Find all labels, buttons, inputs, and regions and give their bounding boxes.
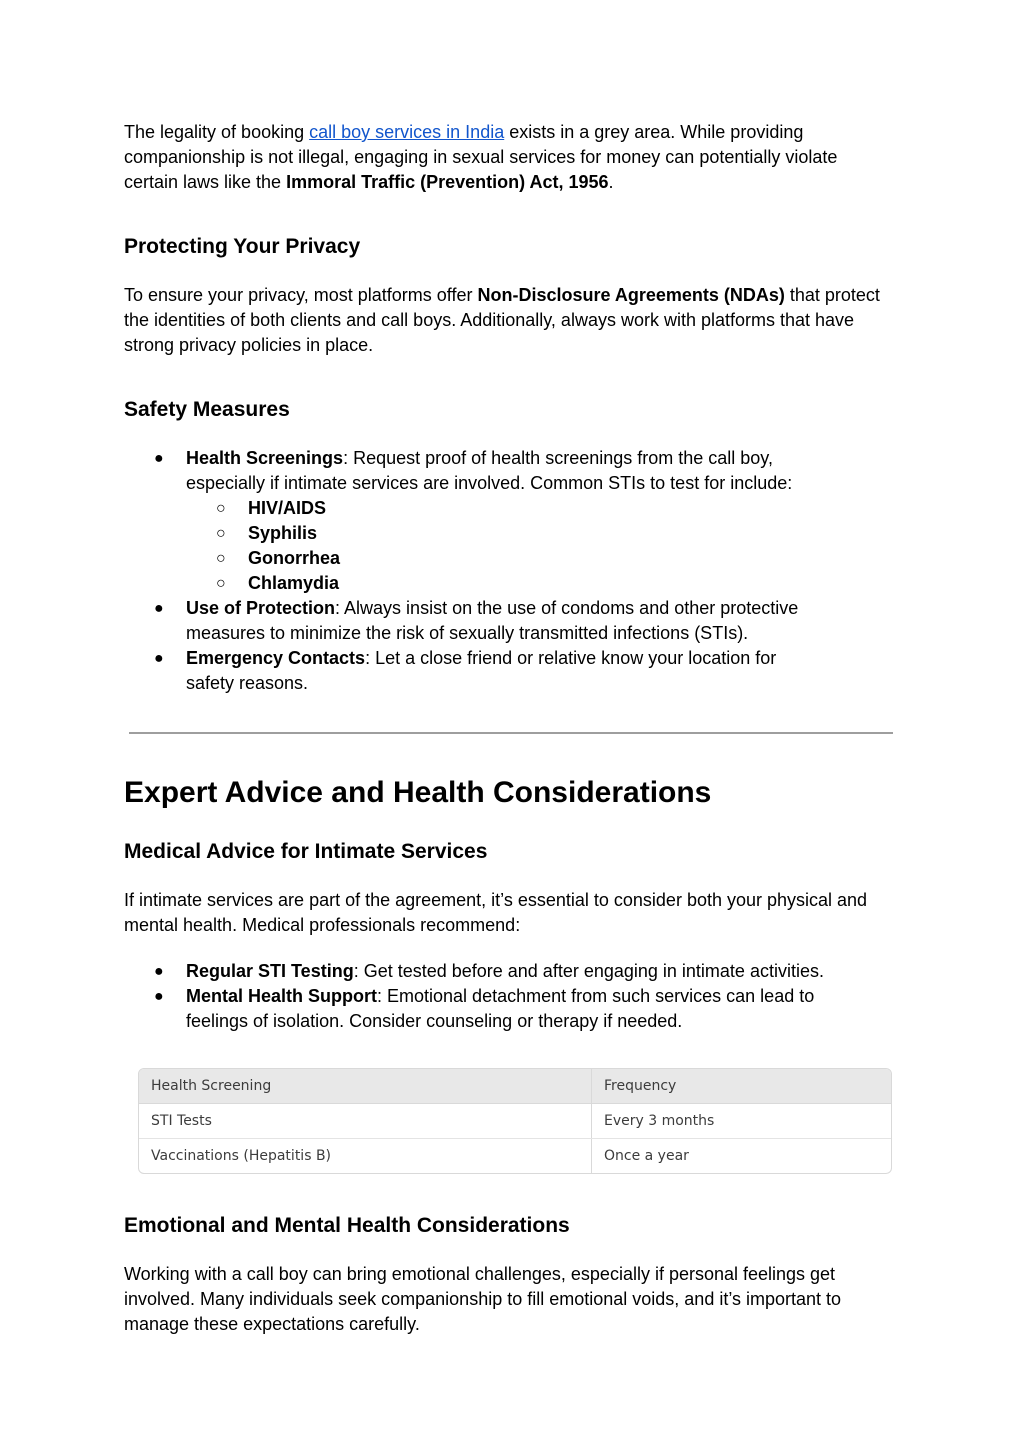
circle-bullet-icon: ○ bbox=[216, 525, 226, 542]
item-text: : Let a close friend or relative know your location for safety reasons. bbox=[186, 648, 777, 693]
circle-bullet-icon: ○ bbox=[216, 500, 226, 517]
table-cell: Every 3 months bbox=[592, 1104, 892, 1139]
privacy-heading: Protecting Your Privacy bbox=[124, 235, 361, 258]
nda-term: Non-Disclosure Agreements (NDAs) bbox=[477, 285, 785, 305]
table-row bbox=[139, 1139, 891, 1174]
bullet-icon: ● bbox=[154, 650, 164, 667]
column-header: Frequency bbox=[592, 1069, 892, 1104]
list-item bbox=[124, 646, 829, 696]
privacy-paragraph bbox=[124, 283, 894, 358]
sublist-item bbox=[186, 496, 829, 521]
privacy-text-continued: that protect the identities of both clients and call boys. Additionally, always work with platforms that have strong privacy policies in place. bbox=[124, 285, 880, 355]
medical-list bbox=[124, 959, 829, 1034]
list-item bbox=[124, 959, 829, 984]
privacy-text: To ensure your privacy, most platforms offer bbox=[124, 285, 478, 305]
expert-heading: Expert Advice and Health Considerations bbox=[124, 776, 712, 809]
emotional-paragraph: Working with a call boy can bring emotional challenges, especially if personal feelings get involved. Many individuals seek companionship to fill emotional voids, and it’s important to manage these expectations carefully. bbox=[124, 1264, 842, 1334]
item-text: : Get tested before and after engaging in intimate activities. bbox=[353, 961, 824, 981]
intro-text-continued: exists in a grey area. While providing companionship is not illegal, engaging in sexual services for money can potentially violate certain laws like the bbox=[124, 122, 838, 192]
intro-text: The legality of booking bbox=[124, 122, 310, 142]
screening-table-grid bbox=[139, 1069, 891, 1173]
sublist-item-text: HIV/AIDS bbox=[248, 498, 327, 518]
item-text: : Emotional detachment from such services can lead to feelings of isolation. Consider counseling or therapy if needed. bbox=[186, 986, 815, 1031]
column-header: Health Screening bbox=[139, 1069, 592, 1104]
circle-bullet-icon: ○ bbox=[216, 575, 226, 592]
table-cell: STI Tests bbox=[139, 1104, 592, 1139]
circle-bullet-icon: ○ bbox=[216, 550, 226, 567]
list-item bbox=[124, 984, 829, 1034]
section-divider bbox=[129, 732, 893, 734]
table-cell: Vaccinations (Hepatitis B) bbox=[139, 1139, 592, 1174]
list-item bbox=[124, 446, 829, 596]
safety-heading: Safety Measures bbox=[124, 398, 290, 421]
sublist-item-text: Syphilis bbox=[248, 523, 318, 543]
item-text: : Request proof of health screenings from the call boy, especially if intimate services are involved. Common STIs to test for include: bbox=[186, 448, 793, 493]
sti-sublist bbox=[186, 496, 829, 596]
bullet-icon: ● bbox=[154, 988, 164, 1005]
emotional-heading: Emotional and Mental Health Considerations bbox=[124, 1214, 570, 1237]
item-title: Use of Protection bbox=[186, 598, 336, 618]
intro-paragraph bbox=[124, 120, 894, 195]
document-page bbox=[124, 120, 894, 1337]
list-item bbox=[124, 596, 829, 646]
table-header-row bbox=[139, 1069, 891, 1104]
screening-table bbox=[138, 1068, 892, 1174]
medical-heading: Medical Advice for Intimate Services bbox=[124, 840, 488, 863]
intro-end: . bbox=[608, 172, 614, 192]
bullet-icon: ● bbox=[154, 963, 164, 980]
sublist-item-text: Gonorrhea bbox=[248, 548, 341, 568]
sublist-item bbox=[186, 571, 829, 596]
sublist-item bbox=[186, 546, 829, 571]
item-title: Emergency Contacts bbox=[186, 648, 366, 668]
call-boy-services-link[interactable]: call boy services in India bbox=[309, 122, 505, 142]
item-title: Mental Health Support bbox=[186, 986, 378, 1006]
act-name: Immoral Traffic (Prevention) Act, 1956 bbox=[286, 172, 609, 192]
item-title: Regular STI Testing bbox=[186, 961, 354, 981]
bullet-icon: ● bbox=[154, 450, 164, 467]
table-cell: Once a year bbox=[604, 1148, 689, 1164]
item-title: Health Screenings bbox=[186, 448, 344, 468]
sublist-item-text: Chlamydia bbox=[248, 573, 340, 593]
medical-paragraph: If intimate services are part of the agreement, it’s essential to consider both your physical and mental health. Medical professionals recommend: bbox=[124, 890, 868, 935]
safety-list bbox=[124, 446, 829, 696]
sublist-item bbox=[186, 521, 829, 546]
table-row bbox=[139, 1104, 891, 1139]
item-text: : Always insist on the use of condoms and other protective measures to minimize the risk of sexually transmitted infections (STIs). bbox=[186, 598, 799, 643]
bullet-icon: ● bbox=[154, 600, 164, 617]
